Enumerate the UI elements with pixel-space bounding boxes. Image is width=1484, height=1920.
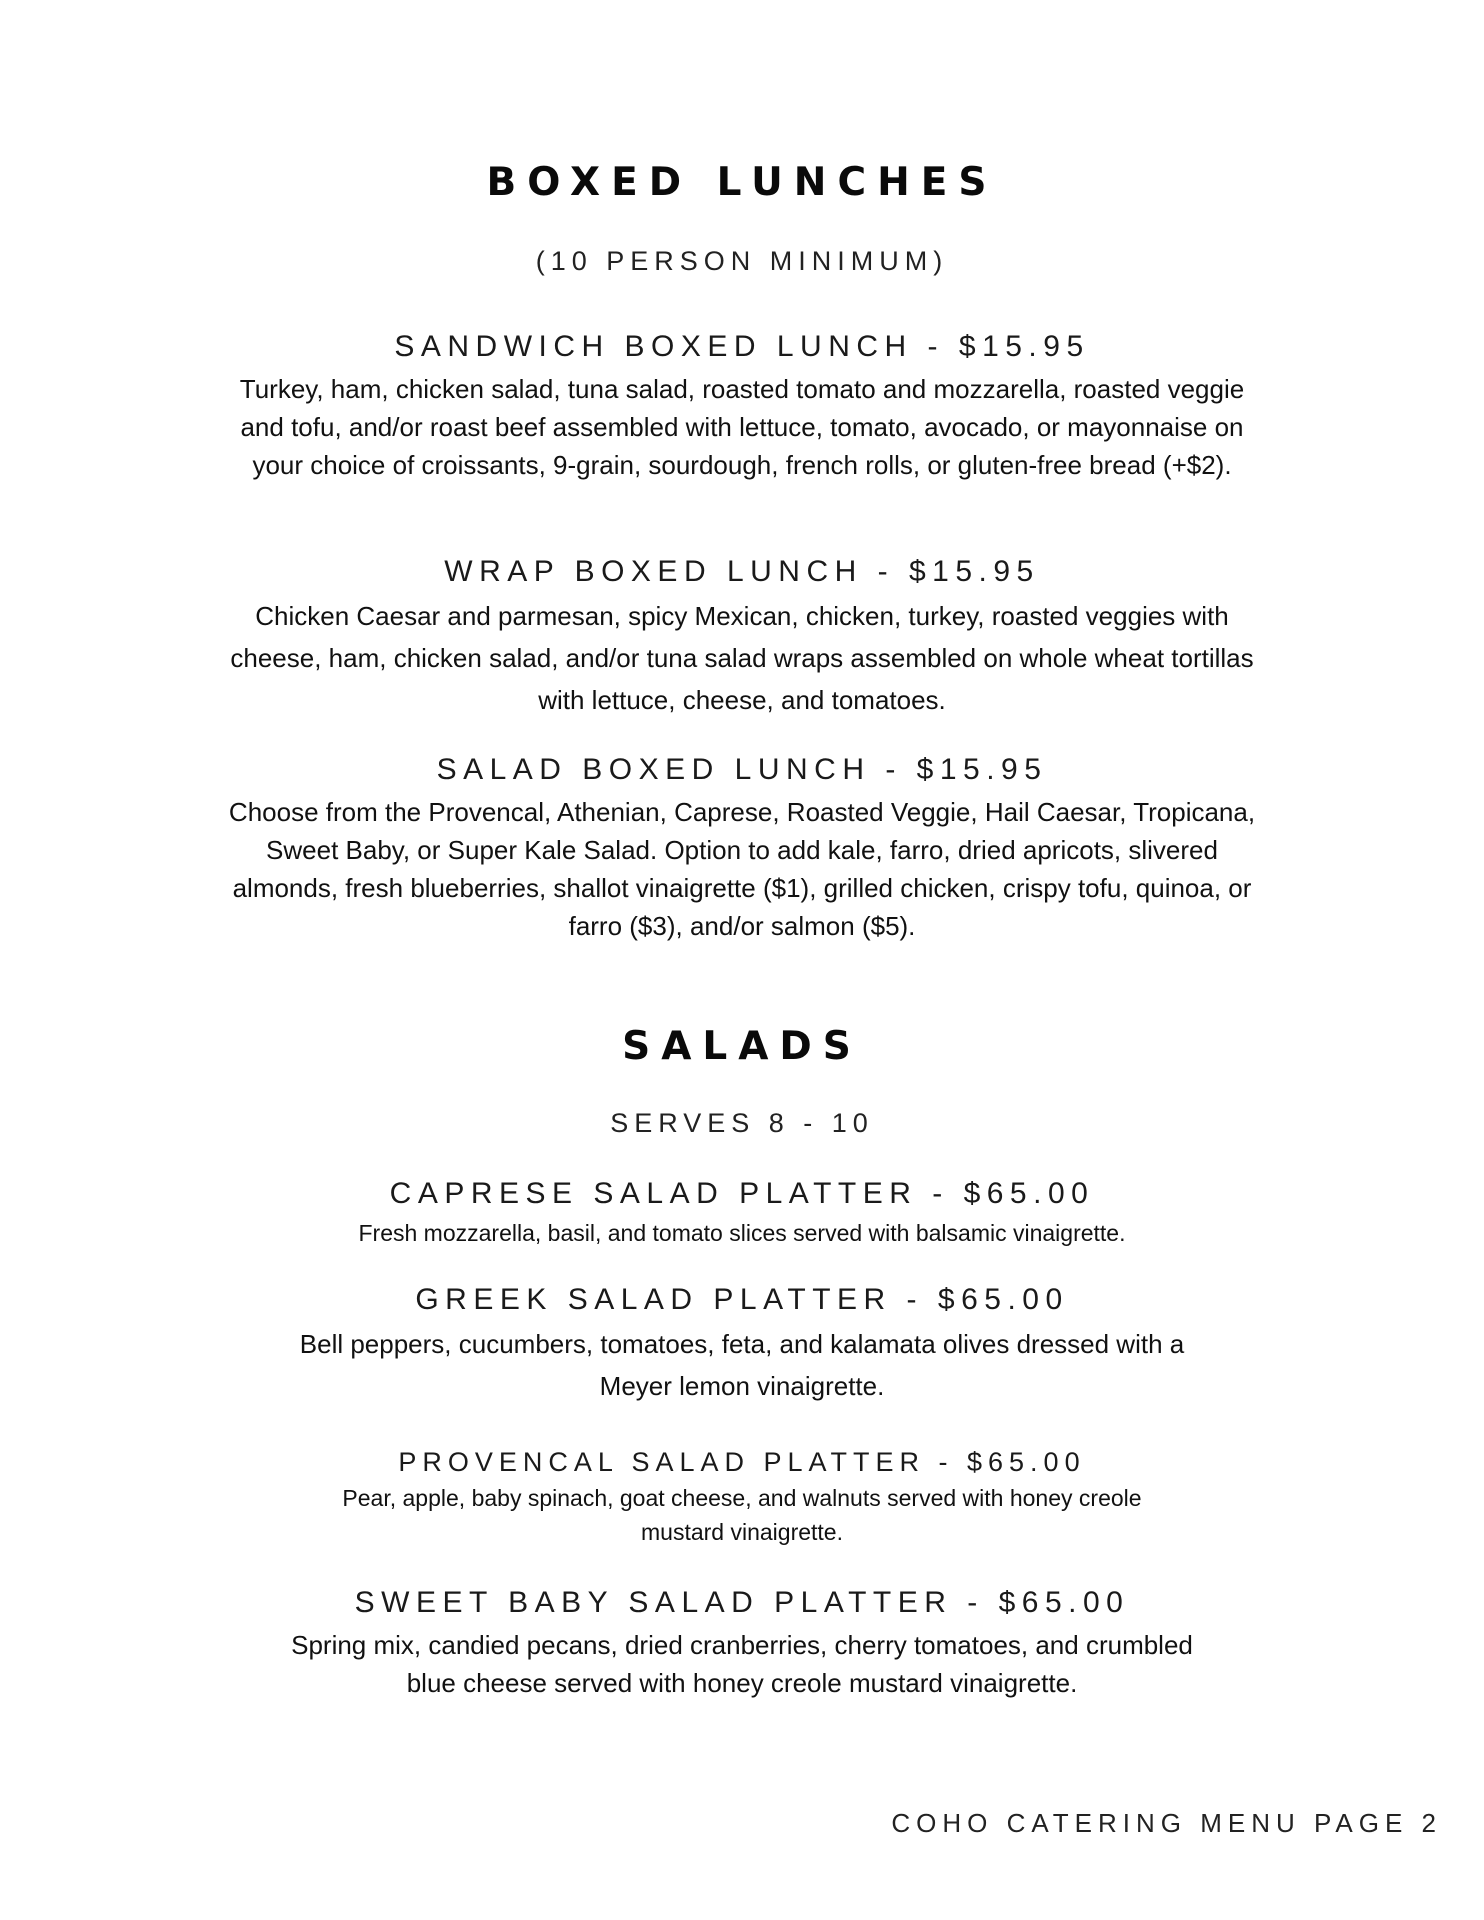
caprese-salad-platter-description: Fresh mozzarella, basil, and tomato slices served with balsamic vinaigrette. xyxy=(358,1220,1126,1246)
provencal-salad-platter-description: Pear, apple, baby spinach, goat cheese, and walnuts served with honey creole mustard vinaigrette. xyxy=(342,1485,1142,1545)
sandwich-boxed-lunch-description: Turkey, ham, chicken salad, tuna salad, roasted tomato and mozzarella, roasted veggie and tofu, and/or roast beef assembled with lettuce, tomato, avocado, or mayonnaise on your choice of croissants, 9-grain, sourdough, french rolls, or gluten-free bread (+$2). xyxy=(239,374,1245,480)
sandwich-boxed-lunch-title: SANDWICH BOXED LUNCH - $15.95 xyxy=(394,330,1090,363)
sweet-baby-salad-platter-title: SWEET BABY SALAD PLATTER - $65.00 xyxy=(354,1586,1130,1619)
salads-subtitle: SERVES 8 - 10 xyxy=(610,1108,874,1138)
section-title-boxed-lunches: BOXED LUNCHES xyxy=(486,160,998,205)
salad-boxed-lunch-description: Choose from the Provencal, Athenian, Caprese, Roasted Veggie, Hail Caesar, Tropicana, Sweet Baby, or Super Kale Salad. Option to add kale, farro, dried apricots, slivered almonds, fresh blueberries, shallot vinaigrette ($1), grilled chicken, crispy tofu, quinoa, or farro ($3), and/or salmon ($5). xyxy=(228,797,1256,941)
caprese-salad-platter-title: CAPRESE SALAD PLATTER - $65.00 xyxy=(389,1177,1095,1210)
page-footer: COHO CATERING MENU PAGE 2 xyxy=(891,1808,1442,1838)
provencal-salad-platter-title: PROVENCAL SALAD PLATTER - $65.00 xyxy=(398,1447,1086,1477)
wrap-boxed-lunch-title: WRAP BOXED LUNCH - $15.95 xyxy=(444,555,1040,588)
sweet-baby-salad-platter-description: Spring mix, candied pecans, dried cranberries, cherry tomatoes, and crumbled blue cheese served with honey creole mustard vinaigrette. xyxy=(291,1630,1193,1698)
boxed-lunches-subtitle: (10 PERSON MINIMUM) xyxy=(535,246,949,276)
greek-salad-platter-description: Bell peppers, cucumbers, tomatoes, feta, and kalamata olives dressed with a Meyer lemon vinaigrette. xyxy=(299,1329,1185,1401)
wrap-boxed-lunch-description: Chicken Caesar and parmesan, spicy Mexican, chicken, turkey, roasted veggies with cheese, ham, chicken salad, and/or tuna salad wraps assembled on whole wheat tortillas with lettuce, cheese, and tomatoes. xyxy=(230,601,1254,715)
salad-boxed-lunch-title: SALAD BOXED LUNCH - $15.95 xyxy=(436,753,1048,786)
section-title-salads: SALADS xyxy=(622,1024,862,1069)
greek-salad-platter-title: GREEK SALAD PLATTER - $65.00 xyxy=(415,1283,1069,1316)
